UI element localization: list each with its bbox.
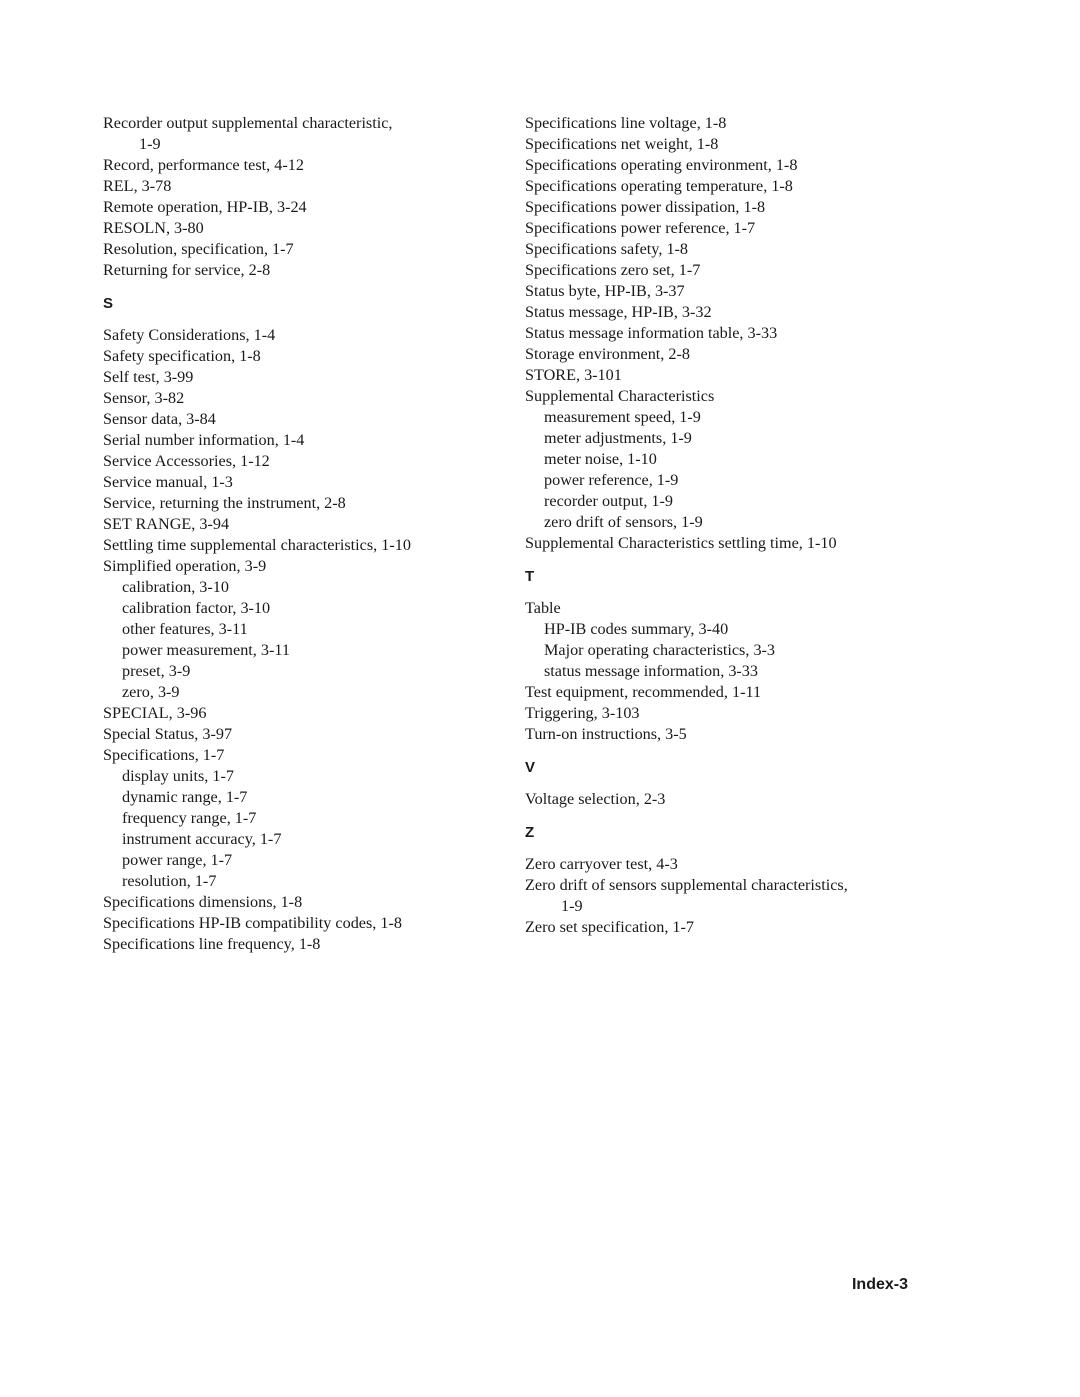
index-entry-continuation: 1-9 [561, 897, 583, 915]
index-subentry: zero, 3-9 [122, 683, 180, 701]
section-letter-z: Z [525, 824, 535, 841]
index-column-right [525, 113, 945, 938]
index-entry: REL, 3-78 [103, 177, 172, 195]
index-entry: RESOLN, 3-80 [103, 219, 204, 237]
index-entry: Specifications dimensions, 1-8 [103, 893, 303, 911]
section-letter-v: V [525, 759, 536, 776]
index-entry: Status message information table, 3-33 [525, 324, 778, 342]
index-entry: Settling time supplemental characteristics, 1-10 [103, 536, 411, 554]
index-entry: Status message, HP-IB, 3-32 [525, 303, 712, 321]
index-subentry: status message information, 3-33 [544, 662, 758, 680]
index-entry: SET RANGE, 3-94 [103, 515, 230, 533]
index-subentry: calibration, 3-10 [122, 578, 229, 596]
index-entry: Storage environment, 2-8 [525, 345, 690, 363]
index-entry: Zero set specification, 1-7 [525, 918, 695, 936]
index-entry: Sensor data, 3-84 [103, 410, 216, 428]
index-entry: Specifications power dissipation, 1-8 [525, 198, 766, 216]
index-entry: Sensor, 3-82 [103, 389, 185, 407]
index-entry: Supplemental Characteristics [525, 387, 715, 405]
index-entry: Triggering, 3-103 [525, 704, 640, 722]
index-entry-continuation: 1-9 [139, 135, 161, 153]
index-entry: Voltage selection, 2-3 [525, 790, 666, 808]
index-subentry: instrument accuracy, 1-7 [122, 830, 282, 848]
index-entry: Specifications zero set, 1-7 [525, 261, 701, 279]
index-subentry: power range, 1-7 [122, 851, 233, 869]
index-entry: Service, returning the instrument, 2-8 [103, 494, 346, 512]
index-subentry: dynamic range, 1-7 [122, 788, 248, 806]
index-entry: SPECIAL, 3-96 [103, 704, 207, 722]
section-letter-s: S [103, 295, 114, 312]
index-subentry: recorder output, 1-9 [544, 492, 674, 510]
index-subentry: Major operating characteristics, 3-3 [544, 641, 776, 659]
index-entry: Resolution, specification, 1-7 [103, 240, 294, 258]
index-entry: Safety Considerations, 1-4 [103, 326, 276, 344]
index-entry: Status byte, HP-IB, 3-37 [525, 282, 685, 300]
index-subentry: power reference, 1-9 [544, 471, 679, 489]
index-entry: Service manual, 1-3 [103, 473, 233, 491]
index-subentry: preset, 3-9 [122, 662, 191, 680]
index-entry: Specifications net weight, 1-8 [525, 135, 719, 153]
index-entry: Turn-on instructions, 3-5 [525, 725, 687, 743]
page-number: Index-3 [851, 1276, 908, 1293]
index-subentry: meter adjustments, 1-9 [544, 429, 692, 447]
index-entry: Serial number information, 1-4 [103, 431, 305, 449]
index-entry: Returning for service, 2-8 [103, 261, 271, 279]
index-entry: Table [525, 599, 561, 617]
section-letter-t: T [525, 568, 535, 585]
index-subentry: measurement speed, 1-9 [544, 408, 701, 426]
index-subentry: calibration factor, 3-10 [122, 599, 271, 617]
index-entry: Specifications line frequency, 1-8 [103, 935, 321, 953]
index-subentry: HP-IB codes summary, 3-40 [544, 620, 729, 638]
index-entry: Specifications operating environment, 1-8 [525, 156, 798, 174]
index-entry: Specifications safety, 1-8 [525, 240, 689, 258]
index-entry: Recorder output supplemental characteristic, [103, 114, 393, 132]
index-subentry: frequency range, 1-7 [122, 809, 257, 827]
index-subentry: power measurement, 3-11 [122, 641, 290, 659]
index-entry: Specifications, 1-7 [103, 746, 225, 764]
index-subentry: display units, 1-7 [122, 767, 234, 785]
index-entry: Specifications line voltage, 1-8 [525, 114, 727, 132]
index-entry: Specifications operating temperature, 1-8 [525, 177, 793, 195]
index-entry: Supplemental Characteristics settling time, 1-10 [525, 534, 837, 552]
index-entry: Safety specification, 1-8 [103, 347, 261, 365]
index-entry: Service Accessories, 1-12 [103, 452, 270, 470]
index-entry: Zero drift of sensors supplemental characteristics, [525, 876, 848, 894]
index-entry: Special Status, 3-97 [103, 725, 233, 743]
index-entry: Self test, 3-99 [103, 368, 194, 386]
index-entry: Record, performance test, 4-12 [103, 156, 304, 174]
index-entry: Remote operation, HP-IB, 3-24 [103, 198, 307, 216]
index-entry: Specifications power reference, 1-7 [525, 219, 756, 237]
index-entry: Zero carryover test, 4-3 [525, 855, 678, 873]
index-subentry: meter noise, 1-10 [544, 450, 657, 468]
index-subentry: zero drift of sensors, 1-9 [544, 513, 703, 531]
index-entry: Specifications HP-IB compatibility codes, 1-8 [103, 914, 402, 932]
index-subentry: resolution, 1-7 [122, 872, 217, 890]
index-subentry: other features, 3-11 [122, 620, 248, 638]
index-entry: Simplified operation, 3-9 [103, 557, 267, 575]
index-entry: Test equipment, recommended, 1-11 [525, 683, 762, 701]
index-column-left [103, 113, 523, 955]
index-entry: STORE, 3-101 [525, 366, 622, 384]
